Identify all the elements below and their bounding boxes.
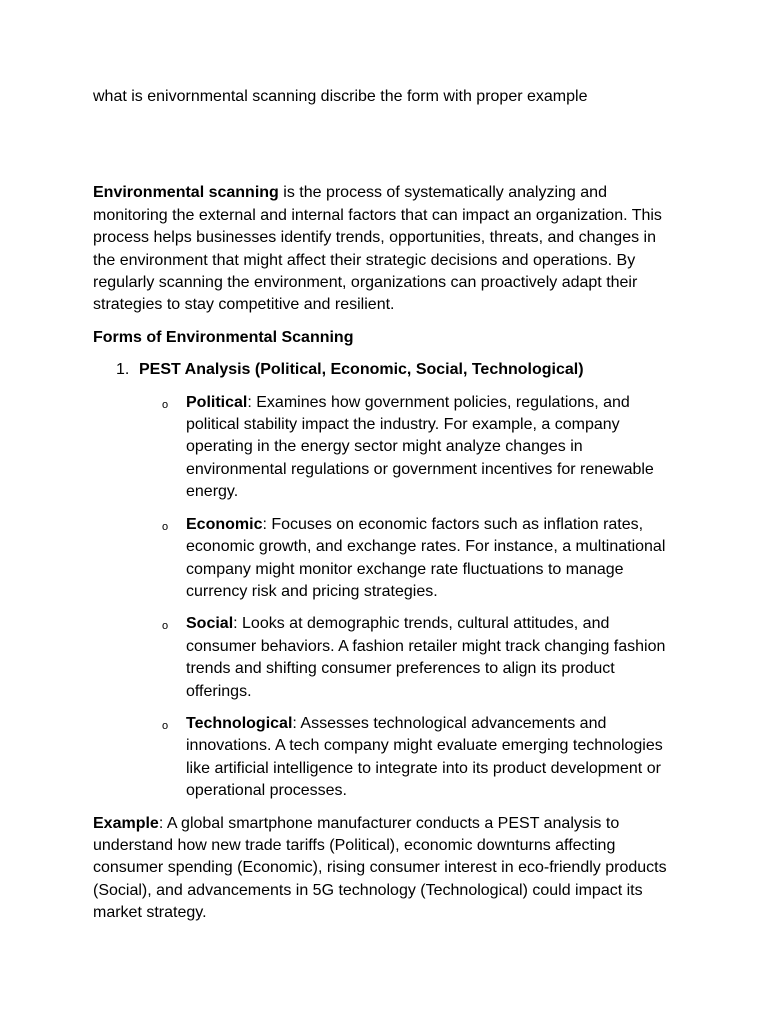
bullet-text — [186, 514, 668, 604]
intro-body: is the process of systematically analyzing and monitoring the external and internal factors that can impact an organization. This process helps businesses identify trends, opportunities, threats, and changes in the environment that might affect their strategic decisions and operations. By regularly scanning the environment, organizations can proactively adapt their strategies to stay competitive and resilient. — [93, 184, 662, 314]
bullet-body: : Examines how government policies, regulations, and political stability impact the industry. For example, a company operating in the energy sector might analyze changes in environmental regulations or government incentives for renewable energy. — [186, 393, 654, 501]
bullet-body: : Focuses on economic factors such as inflation rates, economic growth, and exchange rates. For instance, a multinational company might monitor exchange rate fluctuations to manage currency risk and pricing strategies. — [186, 515, 666, 600]
bullet-item-economic — [93, 514, 673, 604]
bullet-term: Political — [186, 393, 248, 411]
bullet-body: : Assesses technological advancements and innovations. A tech company might evaluate emerging technologies like artificial intelligence to integrate into its product development or operational processes. — [186, 714, 663, 800]
numbered-item — [93, 359, 673, 381]
numbered-item-number: 1. — [116, 361, 130, 379]
bullet-term: Technological — [186, 714, 293, 732]
bullet-item-political — [93, 392, 673, 504]
example-paragraph — [93, 813, 673, 925]
intro-paragraph — [93, 182, 673, 316]
bullet-marker: o — [162, 520, 169, 533]
numbered-item-text: PEST Analysis (Political, Economic, Social, Technological) — [139, 361, 584, 379]
section-heading: Forms of Environmental Scanning — [93, 328, 354, 346]
bullet-body: : Looks at demographic trends, cultural attitudes, and consumer behaviors. A fashion retailer might track changing fashion trends and shifting consumer preferences to align its product offerings. — [186, 615, 666, 700]
bullet-text — [186, 392, 668, 504]
example-term: Example — [93, 814, 159, 832]
question-text: what is enivornmental scanning discribe the form with proper example — [93, 88, 588, 105]
example-body: : A global smartphone manufacturer conducts a PEST analysis to understand how new trade tariffs (Political), economic downturns affecting consumer spending (Economic), rising consumer interest in eco-friendly products (Social), and advancements in 5G technology (Technological) could impact its market strategy. — [93, 814, 667, 922]
bullet-text — [186, 613, 668, 703]
bullet-marker: o — [162, 620, 169, 633]
bullet-term: Social — [186, 615, 234, 633]
document-page — [93, 86, 673, 925]
intro-term: Environmental scanning — [93, 184, 279, 202]
bullet-text — [186, 713, 668, 803]
bullet-item-social — [93, 613, 673, 703]
bullet-item-technological — [93, 713, 673, 803]
bullet-marker: o — [162, 398, 169, 411]
bullet-marker: o — [162, 719, 169, 732]
bullet-term: Economic — [186, 515, 263, 533]
pest-bullet-list — [93, 392, 673, 803]
